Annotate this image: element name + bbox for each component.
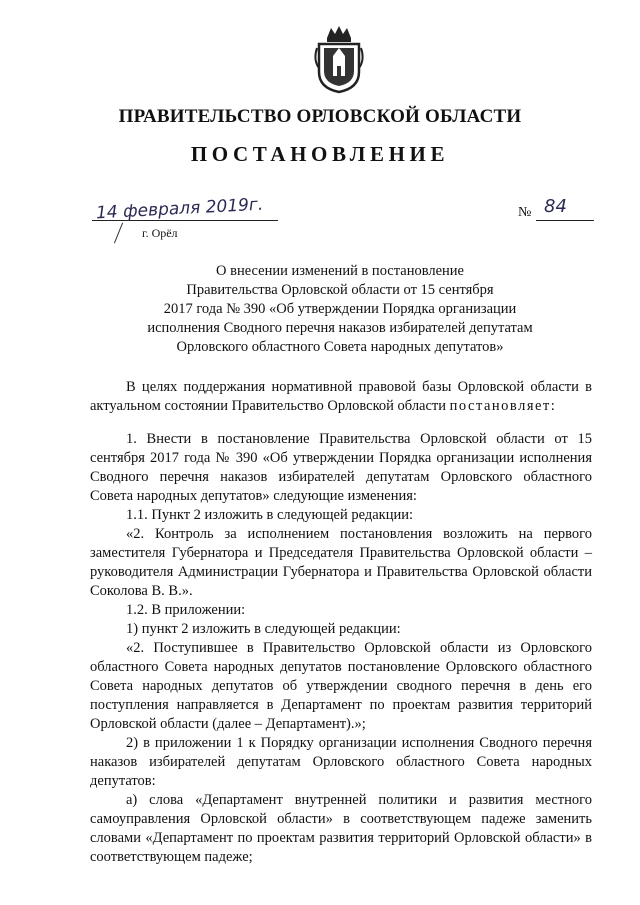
document-number: 84 [544, 196, 567, 217]
subject-line: Орловского областного Совета народных депутатов» [176, 339, 504, 355]
number-label: № [518, 205, 532, 220]
paragraph-1-1: 1.1. Пункт 2 изложить в следующей редакции: [126, 507, 414, 523]
document-city: г. Орёл [142, 226, 178, 240]
subject-line: О внесении изменений в постановление [216, 263, 464, 279]
intro-verb: постановляет: [449, 398, 557, 414]
coat-of-arms-icon [313, 24, 365, 94]
document-subject [100, 262, 580, 357]
paragraph-1-1-text: «2. Контроль за исполнением постановления возложить на первого заместителя Губернатора и Председателя Правительства Орловской области – руководителя Администрации Губернатора и Правительства Орловской области Соколова В. В.». [90, 526, 592, 599]
paragraph-1-2-2-a: а) слова «Департамент внутренней политики и развития местного самоуправления Орловской области» в соответствующем падеже заменить словами «Департамент по проектам развития территорий Орловской области» в соответствующем падеже; [90, 792, 592, 865]
government-title: ПРАВИТЕЛЬСТВО ОРЛОВСКОЙ ОБЛАСТИ [118, 106, 522, 127]
paragraph-1-2-1-text: «2. Поступившее в Правительство Орловской области из Орловского областного Совета народных депутатов постановление Орловского областного Совета народных депутатов об утверждении сводного перечня в день его поступления направляется в Департамент по проектам развития территорий Орловской области (далее – Департамент).»; [90, 640, 592, 732]
document-type: ПОСТАНОВЛЕНИЕ [190, 142, 450, 166]
subject-line: 2017 года № 390 «Об утверждении Порядка организации [163, 301, 517, 317]
paragraph-1: 1. Внести в постановление Правительства Орловской области от 15 сентября 2017 года № 390 «Об утверждении Порядка организации исполнения Сводного перечня наказов избирателей депутатам Орловского областного Совета народных депутатов» следующие изменения: [90, 431, 592, 504]
date-slash-mark [114, 223, 123, 244]
subject-line: Правительства Орловской области от 15 сентября [186, 282, 494, 298]
paragraph-1-2-1: 1) пункт 2 изложить в следующей редакции: [126, 621, 401, 637]
document-body [90, 378, 592, 867]
intro-paragraph [90, 378, 592, 416]
paragraph-1-2: 1.2. В приложении: [126, 602, 246, 618]
document-date: 14 февраля 2019г. [95, 194, 264, 224]
subject-line: исполнения Сводного перечня наказов избирателей депутатам [147, 320, 533, 336]
intro-text: В целях поддержания нормативной правовой базы Орловской области в актуальном состоянии Правительство Орловской области [90, 379, 592, 414]
paragraph-1-2-2: 2) в приложении 1 к Порядку организации исполнения Сводного перечня наказов избирателей депутатам Орловского областного Совета народных депутатов: [90, 735, 592, 789]
